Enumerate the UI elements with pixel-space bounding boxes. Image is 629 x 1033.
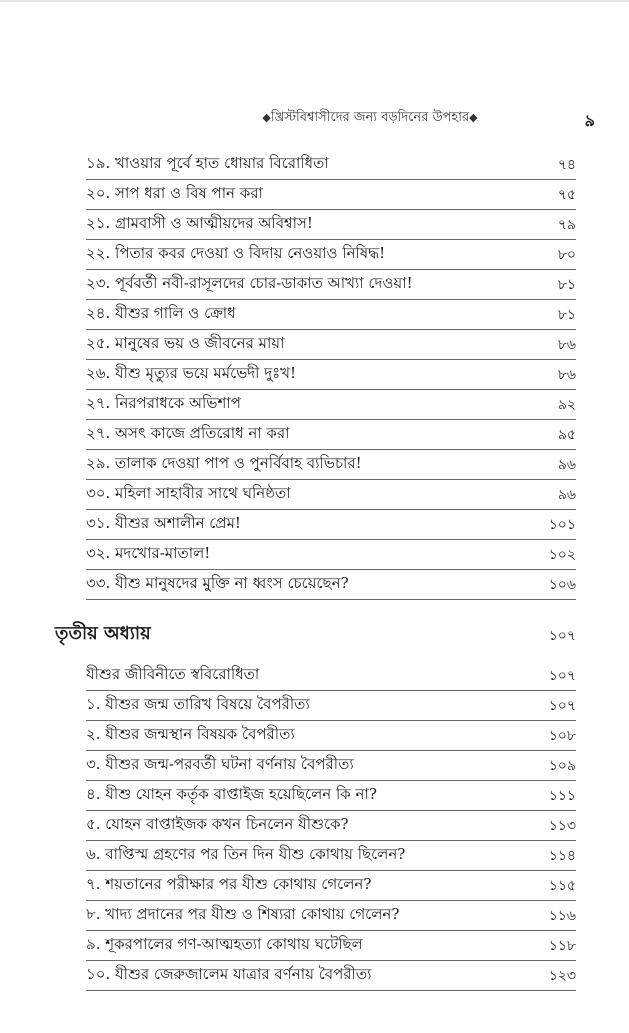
toc-entry — [86, 330, 576, 360]
toc-entry-page: ৮১ — [557, 277, 576, 293]
toc-entry — [86, 961, 576, 991]
toc-entry — [86, 751, 576, 781]
toc-entry-page: ১০৬ — [548, 577, 576, 593]
toc-entry-page: ৯৫ — [557, 427, 576, 443]
toc-entry-page: ১০৭ — [548, 668, 576, 684]
toc-entry — [86, 721, 576, 751]
toc-entry-title: ২৭. অসৎ কাজে প্রতিরোধ না করা — [86, 424, 290, 442]
toc-entry — [86, 150, 576, 180]
toc-entry-page: ৮৬ — [557, 337, 576, 353]
toc-entry-page: ১০৭ — [548, 698, 576, 714]
toc-entry-title: ২. যীশুর জন্মস্থান বিষয়ক বৈপরীত্য — [86, 725, 295, 743]
toc-entry-page: ১১৮ — [548, 938, 576, 954]
toc-entry — [86, 661, 576, 691]
toc-entry-title: ৮. খাদ্য প্রদানের পর যীশু ও শিষ্যরা কোথায় গেলেন? — [86, 905, 400, 923]
toc-entry-title: ২২. পিতার কবর দেওয়া ও বিদায় নেওয়াও নিষিদ্ধ! — [86, 244, 386, 262]
toc-entry — [86, 300, 576, 330]
toc-entry — [86, 420, 576, 450]
toc-entry-page: ১১৪ — [548, 848, 576, 864]
ornament-left-icon: ◆ — [262, 111, 271, 124]
toc-entry — [86, 390, 576, 420]
toc-entry-title: ২৬. যীশু মৃত্যুর ভয়ে মর্মভেদী দুঃখ! — [86, 364, 296, 382]
toc-entry-title: ৬. বাপ্তিস্ম গ্রহণের পর তিন দিন যীশু কোথায় ছিলেন? — [86, 845, 406, 863]
toc-entry-page: ১২৩ — [548, 968, 576, 984]
toc-entry-title: যীশুর জীবিনীতে স্ববিরোধিতা — [86, 665, 260, 683]
toc-entry-title: ৩২. মদখোর-মাতাল! — [86, 544, 211, 562]
toc-entry — [86, 240, 576, 270]
toc-entry-title: ১০. যীশুর জেরুজালেম যাত্রার বর্ণনায় বৈপরীত্য — [86, 965, 372, 983]
toc-entry-page: ৯৬ — [557, 457, 576, 473]
toc-entry-title: ৪. যীশু যোহন কর্তৃক বাপ্তাইজ হয়েছিলেন কি না? — [86, 785, 377, 803]
toc-entry-title: ৩৩. যীশু মানুষদের মুক্তি না ধ্বংস চেয়েছেন? — [86, 574, 349, 592]
toc-entry-page: ৭৪ — [557, 157, 576, 173]
toc-entry-page: ১০২ — [548, 547, 576, 563]
toc-entry — [86, 931, 576, 961]
page-number: ৯ — [584, 111, 595, 130]
toc-entry — [86, 691, 576, 721]
toc-entry-page: ১০৮ — [548, 728, 576, 744]
running-header — [170, 108, 570, 129]
toc-entry — [86, 540, 576, 570]
toc-entry-title: ২৩. পূর্ববর্তী নবী-রাসূলদের চোর-ডাকাত আখ্যা দেওয়া! — [86, 274, 413, 292]
toc-entry-title: ৫. যোহন বাপ্তাইজক কখন চিনলেন যীশুকে? — [86, 815, 349, 833]
toc-entry-page: ১১৬ — [548, 908, 576, 924]
toc-entry — [86, 570, 576, 600]
toc-entry — [86, 781, 576, 811]
toc-entry-title: ২৯. তালাক দেওয়া পাপ ও পুনর্বিবাহ ব্যভিচার! — [86, 454, 362, 472]
toc-entry-title: ২৫. মানুষের ভয় ও জীবনের মায়া — [86, 334, 285, 352]
chapter-heading — [55, 618, 576, 650]
running-title: খ্রিস্টবিশ্বাসীদের জন্য বড়দিনের উপহার — [270, 110, 470, 125]
toc-entry-title: ২৭. নিরপরাধকে অভিশাপ — [86, 394, 241, 412]
toc-entry-title: ৯. শূকরপালের গণ-আত্মহত্যা কোথায় ঘটেছিল — [86, 935, 363, 953]
chapter-title: তৃতীয় অধ্যায় — [55, 623, 151, 644]
toc-entry-page: ১১১ — [548, 788, 576, 804]
toc-entry-title: ২০. সাপ ধরা ও বিষ পান করা — [86, 184, 263, 202]
toc-entry-page: ১০১ — [548, 517, 576, 533]
toc-entry-title: ১৯. খাওয়ার পূর্বে হাত ধোয়ার বিরোধিতা — [86, 154, 329, 172]
toc-entry-page: ১১৩ — [548, 818, 576, 834]
toc-entry-page: ৯৬ — [557, 487, 576, 503]
toc-entry — [86, 270, 576, 300]
toc-entry — [86, 210, 576, 240]
toc-entry — [86, 450, 576, 480]
toc-entry-title: ২১. গ্রামবাসী ও আত্মীয়দের অবিশ্বাস! — [86, 214, 313, 232]
toc-entry-page: ১১৫ — [548, 878, 576, 894]
toc-entry-page: ৮০ — [557, 247, 576, 263]
toc-entry — [86, 811, 576, 841]
toc-entry — [86, 360, 576, 390]
toc-entry-page: ৭৫ — [557, 187, 576, 203]
toc-entry-title: ২৪. যীশুর গালি ও ক্রোধ — [86, 304, 236, 322]
toc-entry — [86, 901, 576, 931]
chapter-page: ১০৭ — [548, 628, 576, 644]
toc-entry-page: ৭৯ — [557, 217, 576, 233]
toc-entry-title: ১. যীশুর জন্ম তারিখ বিষয়ে বৈপরীত্য — [86, 695, 310, 713]
toc-entry-page: ১০৯ — [548, 758, 576, 774]
toc-entry-title: ৩১. যীশুর অশালীন প্রেম! — [86, 514, 241, 532]
toc-entry — [86, 480, 576, 510]
toc-entry-page: ৯২ — [557, 397, 576, 413]
toc-entry — [86, 180, 576, 210]
toc-entry-title: ৩. যীশুর জন্ম-পরবর্তী ঘটনা বর্ণনায় বৈপরীত্য — [86, 755, 354, 773]
toc-entry — [86, 510, 576, 540]
toc-entry-page: ৮৬ — [557, 367, 576, 383]
toc-entry-page: ৮১ — [557, 307, 576, 323]
ornament-right-icon: ◆ — [469, 111, 478, 124]
toc-entry-title: ৭. শয়তানের পরীক্ষার পর যীশু কোথায় গেলেন? — [86, 875, 372, 893]
toc-entry — [86, 871, 576, 901]
toc-entry-title: ৩০. মহিলা সাহাবীর সাথে ঘনিষ্ঠতা — [86, 484, 291, 502]
top-edge-line — [0, 0, 629, 2]
toc-entry — [86, 841, 576, 871]
